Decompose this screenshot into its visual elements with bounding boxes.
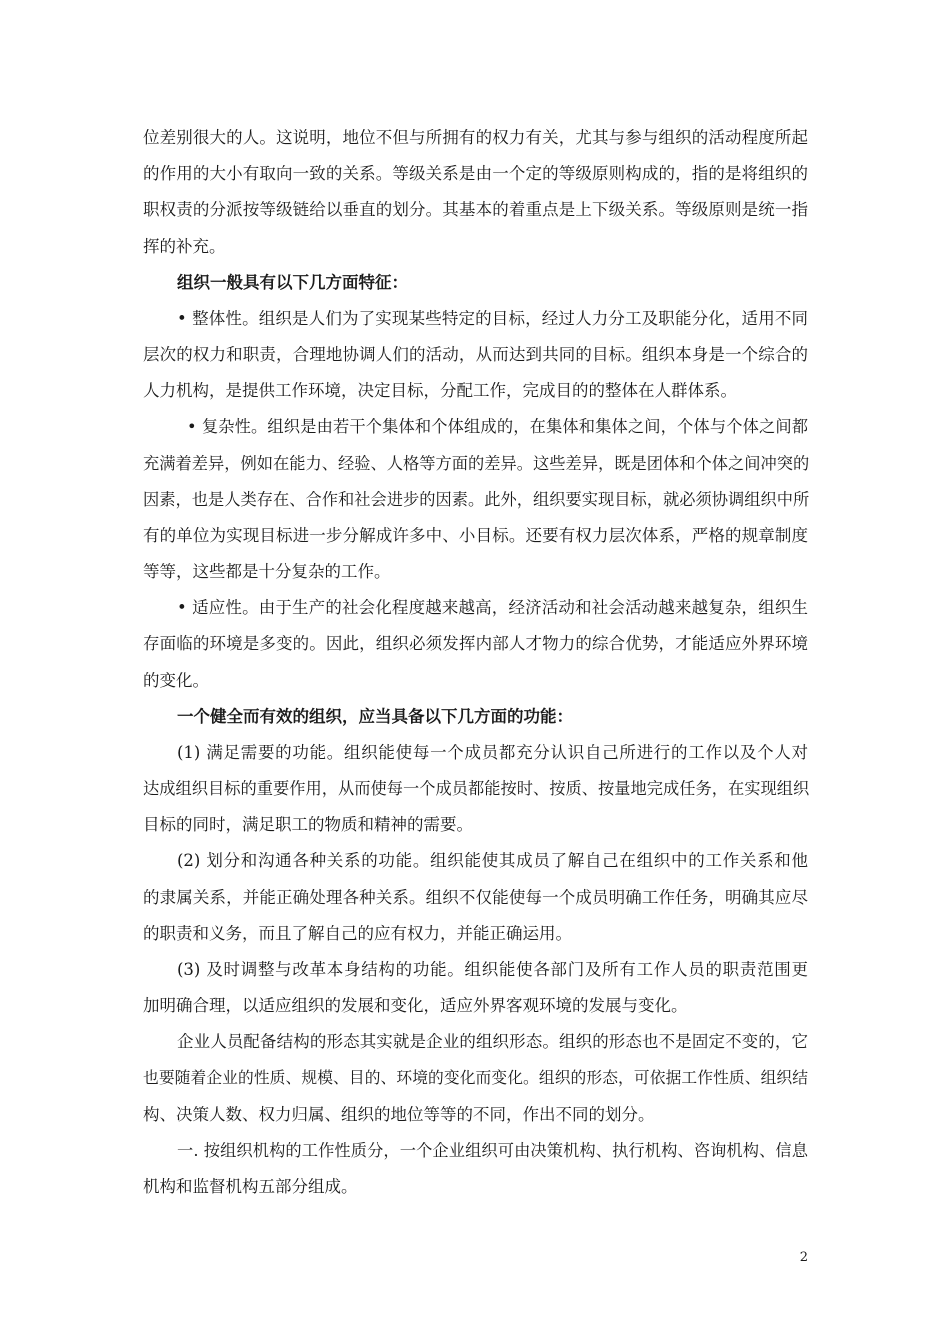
bullet-line: • 适应性。由于生产的社会化程度越来越高，经济活动和社会活动越来越复杂，组织生: [177, 598, 808, 617]
text-line: 位差别很大的人。这说明，地位不但与所拥有的权力有关，尤其与参与组织的活动程度所起: [143, 128, 808, 147]
numbered-line: (1) 满足需要的功能。组织能使每一个成员都充分认识自己所进行的工作以及个人对: [177, 743, 808, 762]
text-line: 职权责的分派按等级链给以垂直的划分。其基本的着重点是上下级关系。等级原则是统一指: [143, 200, 808, 219]
text-line: 的隶属关系，并能正确处理各种关系。组织不仅能使每一个成员明确工作任务，明确其应尽: [143, 888, 808, 907]
text-line: 机构和监督机构五部分组成。: [143, 1177, 358, 1196]
text-line: 存面临的环境是多变的。因此，组织必须发挥内部人才物力的综合优势，才能适应外界环境: [143, 634, 808, 653]
text-line: 人力机构，是提供工作环境，决定目标，分配工作，完成目的的整体在人群体系。: [143, 381, 737, 400]
text-line: 层次的权力和职责，合理地协调人们的活动，从而达到共同的目标。组织本身是一个综合的: [143, 345, 808, 364]
numbered-line: (3) 及时调整与改革本身结构的功能。组织能使各部门及所有工作人员的职责范围更: [177, 960, 808, 979]
section-heading-features: 组织一般具有以下几方面特征：: [177, 273, 408, 292]
text-line: 因素，也是人类存在、合作和社会进步的因素。此外，组织要实现目标，就必须协调组织中所: [143, 490, 810, 509]
section-heading-functions: 一个健全而有效的组织，应当具备以下几方面的功能：: [177, 707, 573, 726]
bullet-line: • 复杂性。组织是由若干个集体和个体组成的，在集体和集体之间，个体与个体之间都: [187, 417, 808, 436]
text-line: 目标的同时，满足职工的物质和精神的需要。: [143, 815, 473, 834]
text-line: 加明确合理，以适应组织的发展和变化，适应外界客观环境的发展与变化。: [143, 996, 688, 1015]
text-line: 的作用的大小有取向一致的关系。等级关系是由一个定的等级原则构成的，指的是将组织的: [143, 164, 808, 183]
paragraph-first-line: 一. 按组织机构的工作性质分，一个企业组织可由决策机构、执行机构、咨询机构、信息: [177, 1141, 808, 1160]
bullet-line: • 整体性。组织是人们为了实现某些特定的目标，经过人力分工及职能分化，适用不同: [177, 309, 808, 328]
text-line: 有的单位为实现目标进一步分解成许多中、小目标。还要有权力层次体系，严格的规章制度: [143, 526, 808, 545]
text-line: 也要随着企业的性质、规模、目的、环境的变化而变化。组织的形态，可依据工作性质、组织结: [143, 1068, 808, 1087]
text-line: 挥的补充。: [143, 237, 226, 256]
text-line: 的变化。: [143, 671, 209, 690]
text-line: 达成组织目标的重要作用，从而使每一个成员都能按时、按质、按量地完成任务，在实现组织: [143, 779, 810, 798]
paragraph-first-line: 企业人员配备结构的形态其实就是企业的组织形态。组织的形态也不是固定不变的，它: [177, 1032, 808, 1051]
text-line: 构、决策人数、权力归属、组织的地位等等的不同，作出不同的划分。: [143, 1105, 655, 1124]
page-number: 2: [799, 1250, 808, 1265]
numbered-line: (2) 划分和沟通各种关系的功能。组织能使其成员了解自己在组织中的工作关系和他: [177, 851, 808, 870]
text-line: 充满着差异，例如在能力、经验、人格等方面的差异。这些差异，既是团体和个体之间冲突的: [143, 454, 810, 473]
text-line: 的职责和义务，而且了解自己的应有权力，并能正确运用。: [143, 924, 572, 943]
text-line: 等等，这些都是十分复杂的工作。: [143, 562, 391, 581]
